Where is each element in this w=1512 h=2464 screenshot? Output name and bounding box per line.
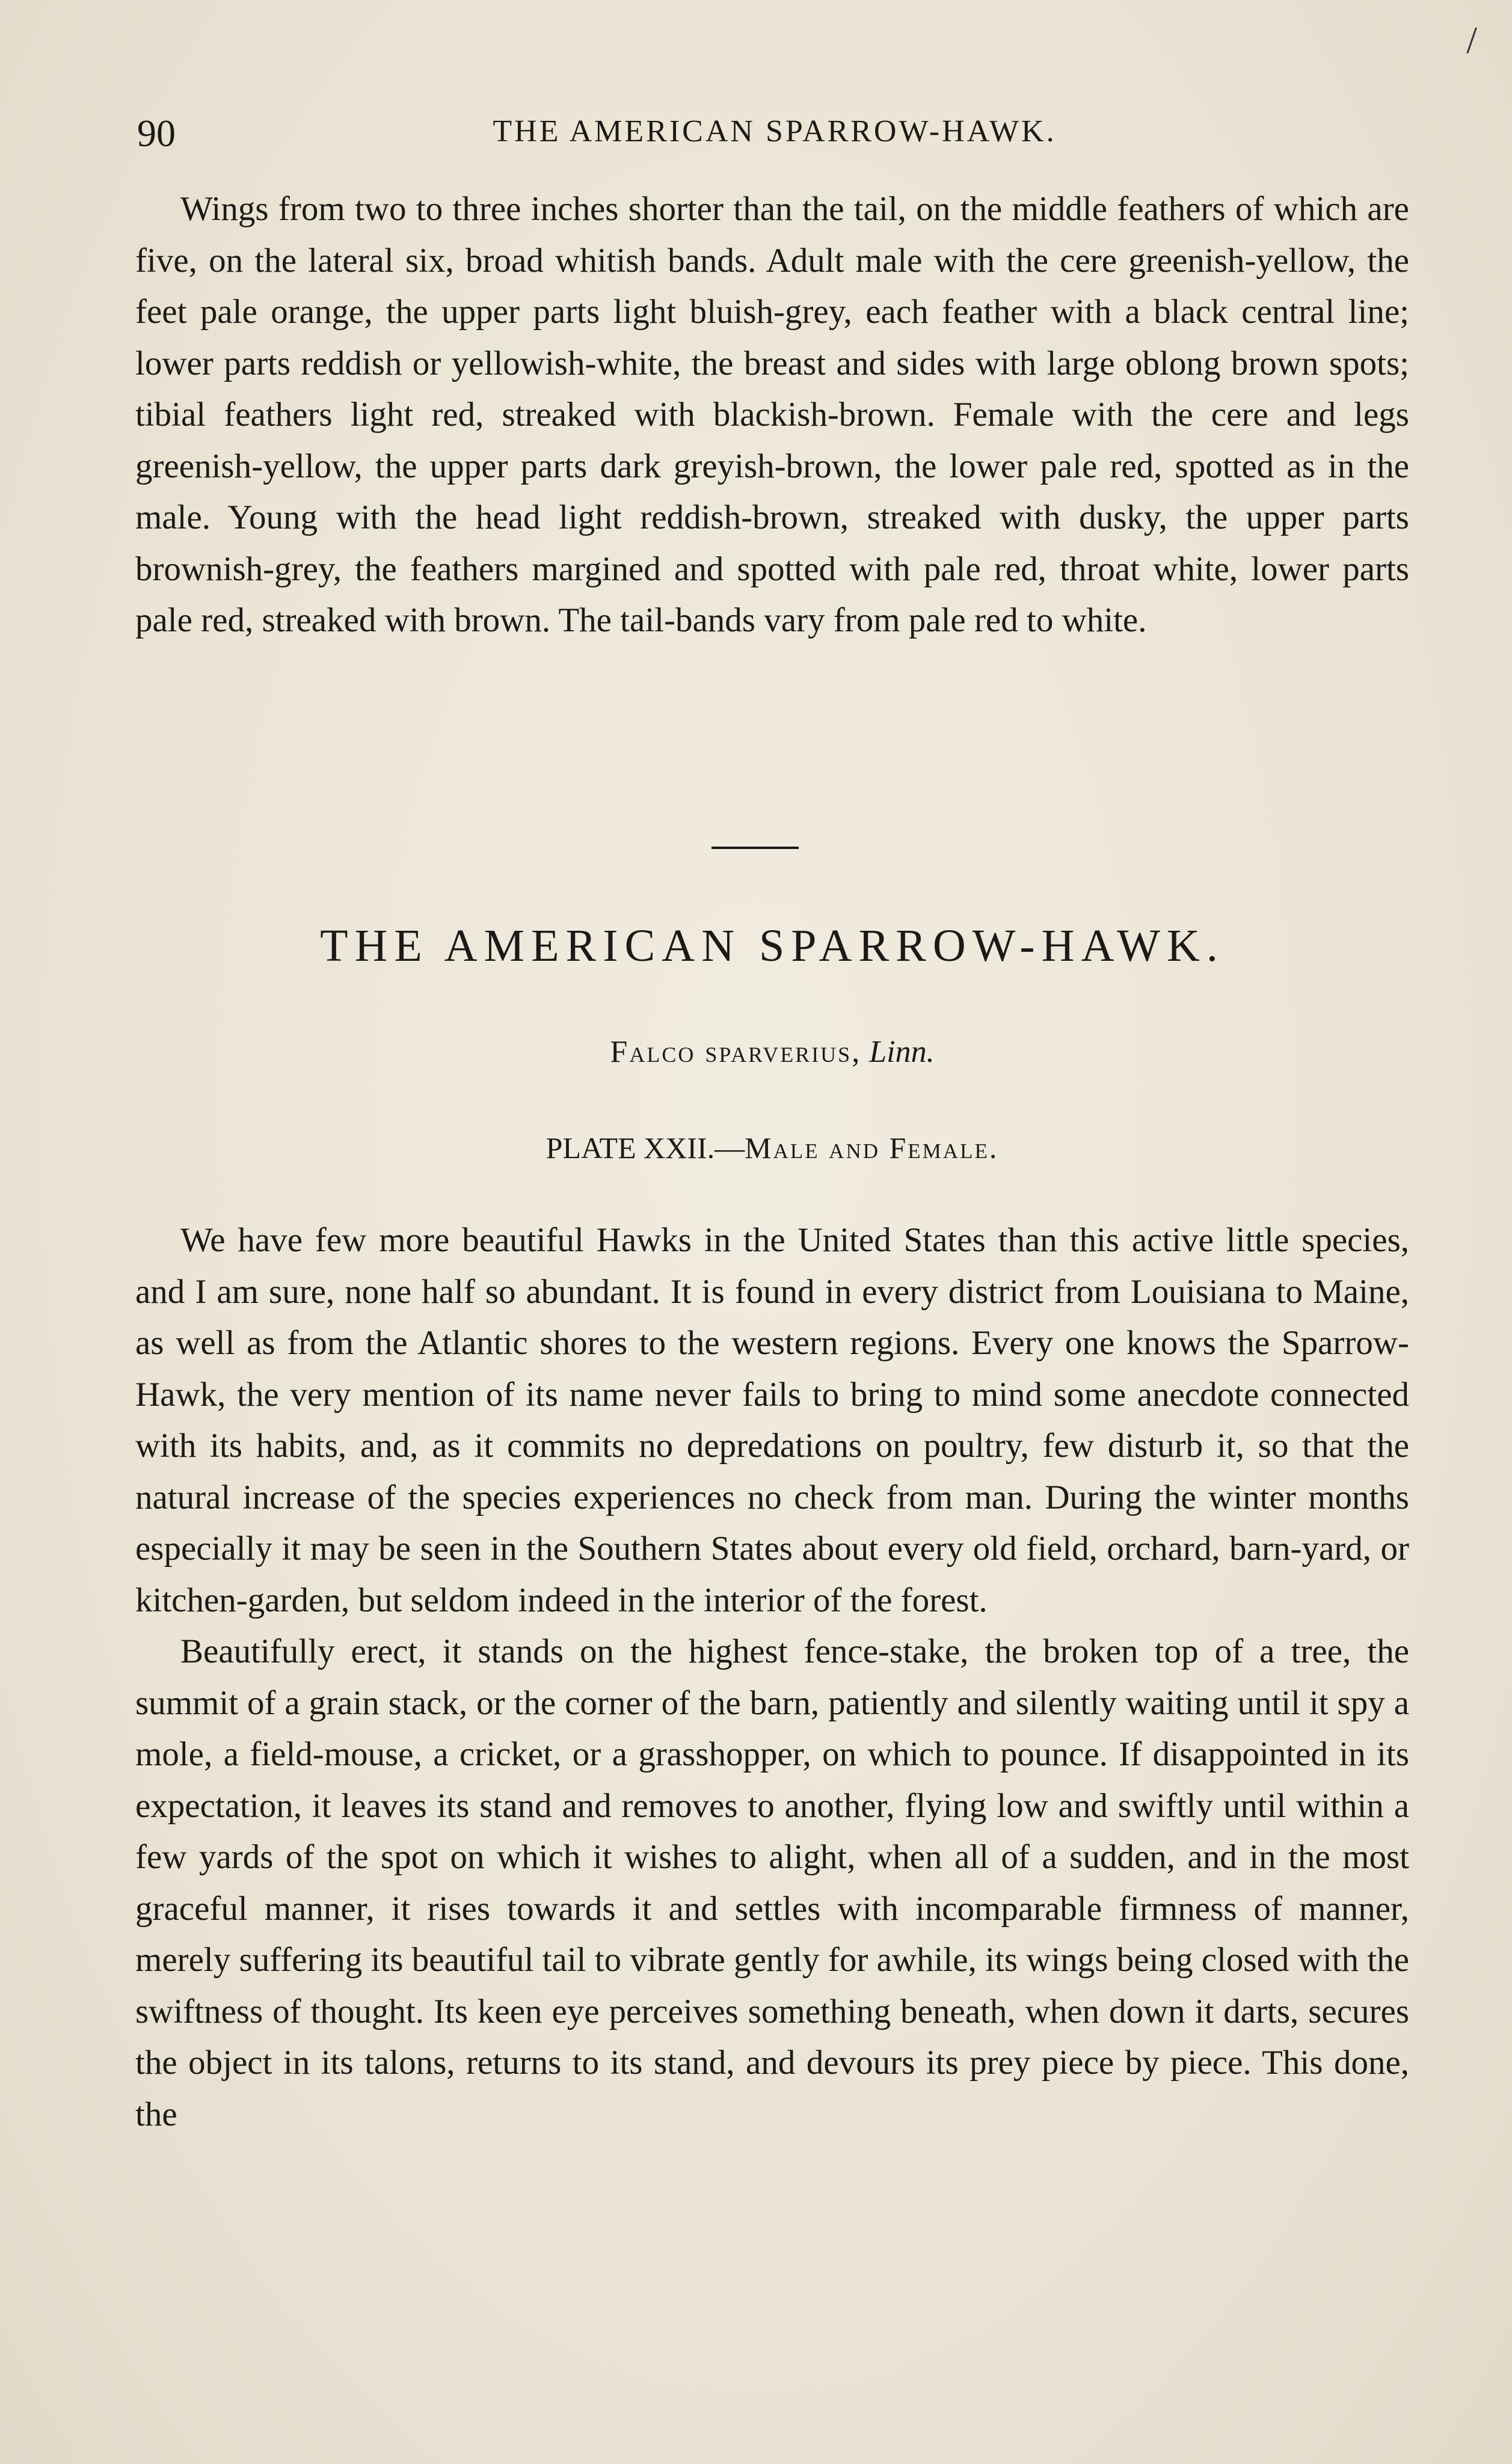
top-text-block: [135, 183, 1409, 646]
description-paragraph: Wings from two to three inches shorter than the tail, on the middle feathers of which are five, on the lateral six, broad whitish bands. Adult male with the cere greenish-yellow, the feet pale orange, the upper parts light bluish-grey, each feather with a black central line; lower parts reddish or yellowish-white, the breast and sides with large oblong brown spots; tibial feathers light red, streaked with blackish-brown. Female with the cere and legs greenish-yellow, the upper parts dark greyish-brown, the lower pale red, spotted as in the male. Young with the head light reddish-brown, streaked with dusky, the upper parts brownish-grey, the feathers margined and spotted with pale red, throat white, lower parts pale red, streaked with brown. The tail-bands vary from pale red to white.: [135, 190, 1409, 639]
section-divider: [711, 847, 799, 849]
plate-reference: [135, 1130, 1409, 1165]
article-body: [135, 1215, 1409, 2140]
article-title: THE AMERICAN SPARROW-HAWK.: [320, 921, 1225, 971]
plate-number: PLATE XXII.—: [545, 1131, 745, 1165]
page-number: 90: [137, 112, 176, 155]
binomial-name: Falco sparverius,: [610, 1035, 862, 1069]
body-paragraph: We have few more beautiful Hawks in the United States than this active little species, and I am sure, none half so abundant. It is found in every district from Louisiana to Maine, as well as from the Atlantic shores to the western regions. Every one knows the Sparrow-Hawk, the very mention of its name never fails to bring to mind some anecdote connected with its habits, and, as it commits no depredations on poultry, few disturb it, so that the natural increase of the species experiences no check from man. During the winter months especially it may be seen in the Southern States about every old field, orchard, barn-yard, or kitchen-garden, but seldom indeed in the interior of the forest.: [135, 1221, 1409, 1619]
plate-caption: Male and Female.: [745, 1131, 999, 1165]
margin-mark: /: [1466, 19, 1477, 61]
species-name: [135, 1034, 1409, 1070]
running-head: [137, 111, 1412, 165]
body-paragraph: Beautifully erect, it stands on the highest fence-stake, the broken top of a tree, the summit of a grain stack, or the corner of the barn, patiently and silently waiting until it spy a mole, a field-mouse, a cricket, or a grasshopper, on which to pounce. If disappointed in its expectation, it leaves its stand and removes to another, flying low and swiftly until within a few yards of the spot on which it wishes to alight, when all of a sudden, and in the most graceful manner, it rises towards it and settles with incomparable firmness of manner, merely suffering its beautiful tail to vibrate gently for awhile, its wings being closed with the swiftness of thought. Its keen eye perceives something beneath, when down it darts, secures the object in its talons, returns to its stand, and devours its prey piece by piece. This done, the: [135, 1632, 1409, 2133]
running-title: THE AMERICAN SPARROW-HAWK.: [493, 114, 1057, 149]
naming-authority: Linn.: [869, 1035, 935, 1069]
